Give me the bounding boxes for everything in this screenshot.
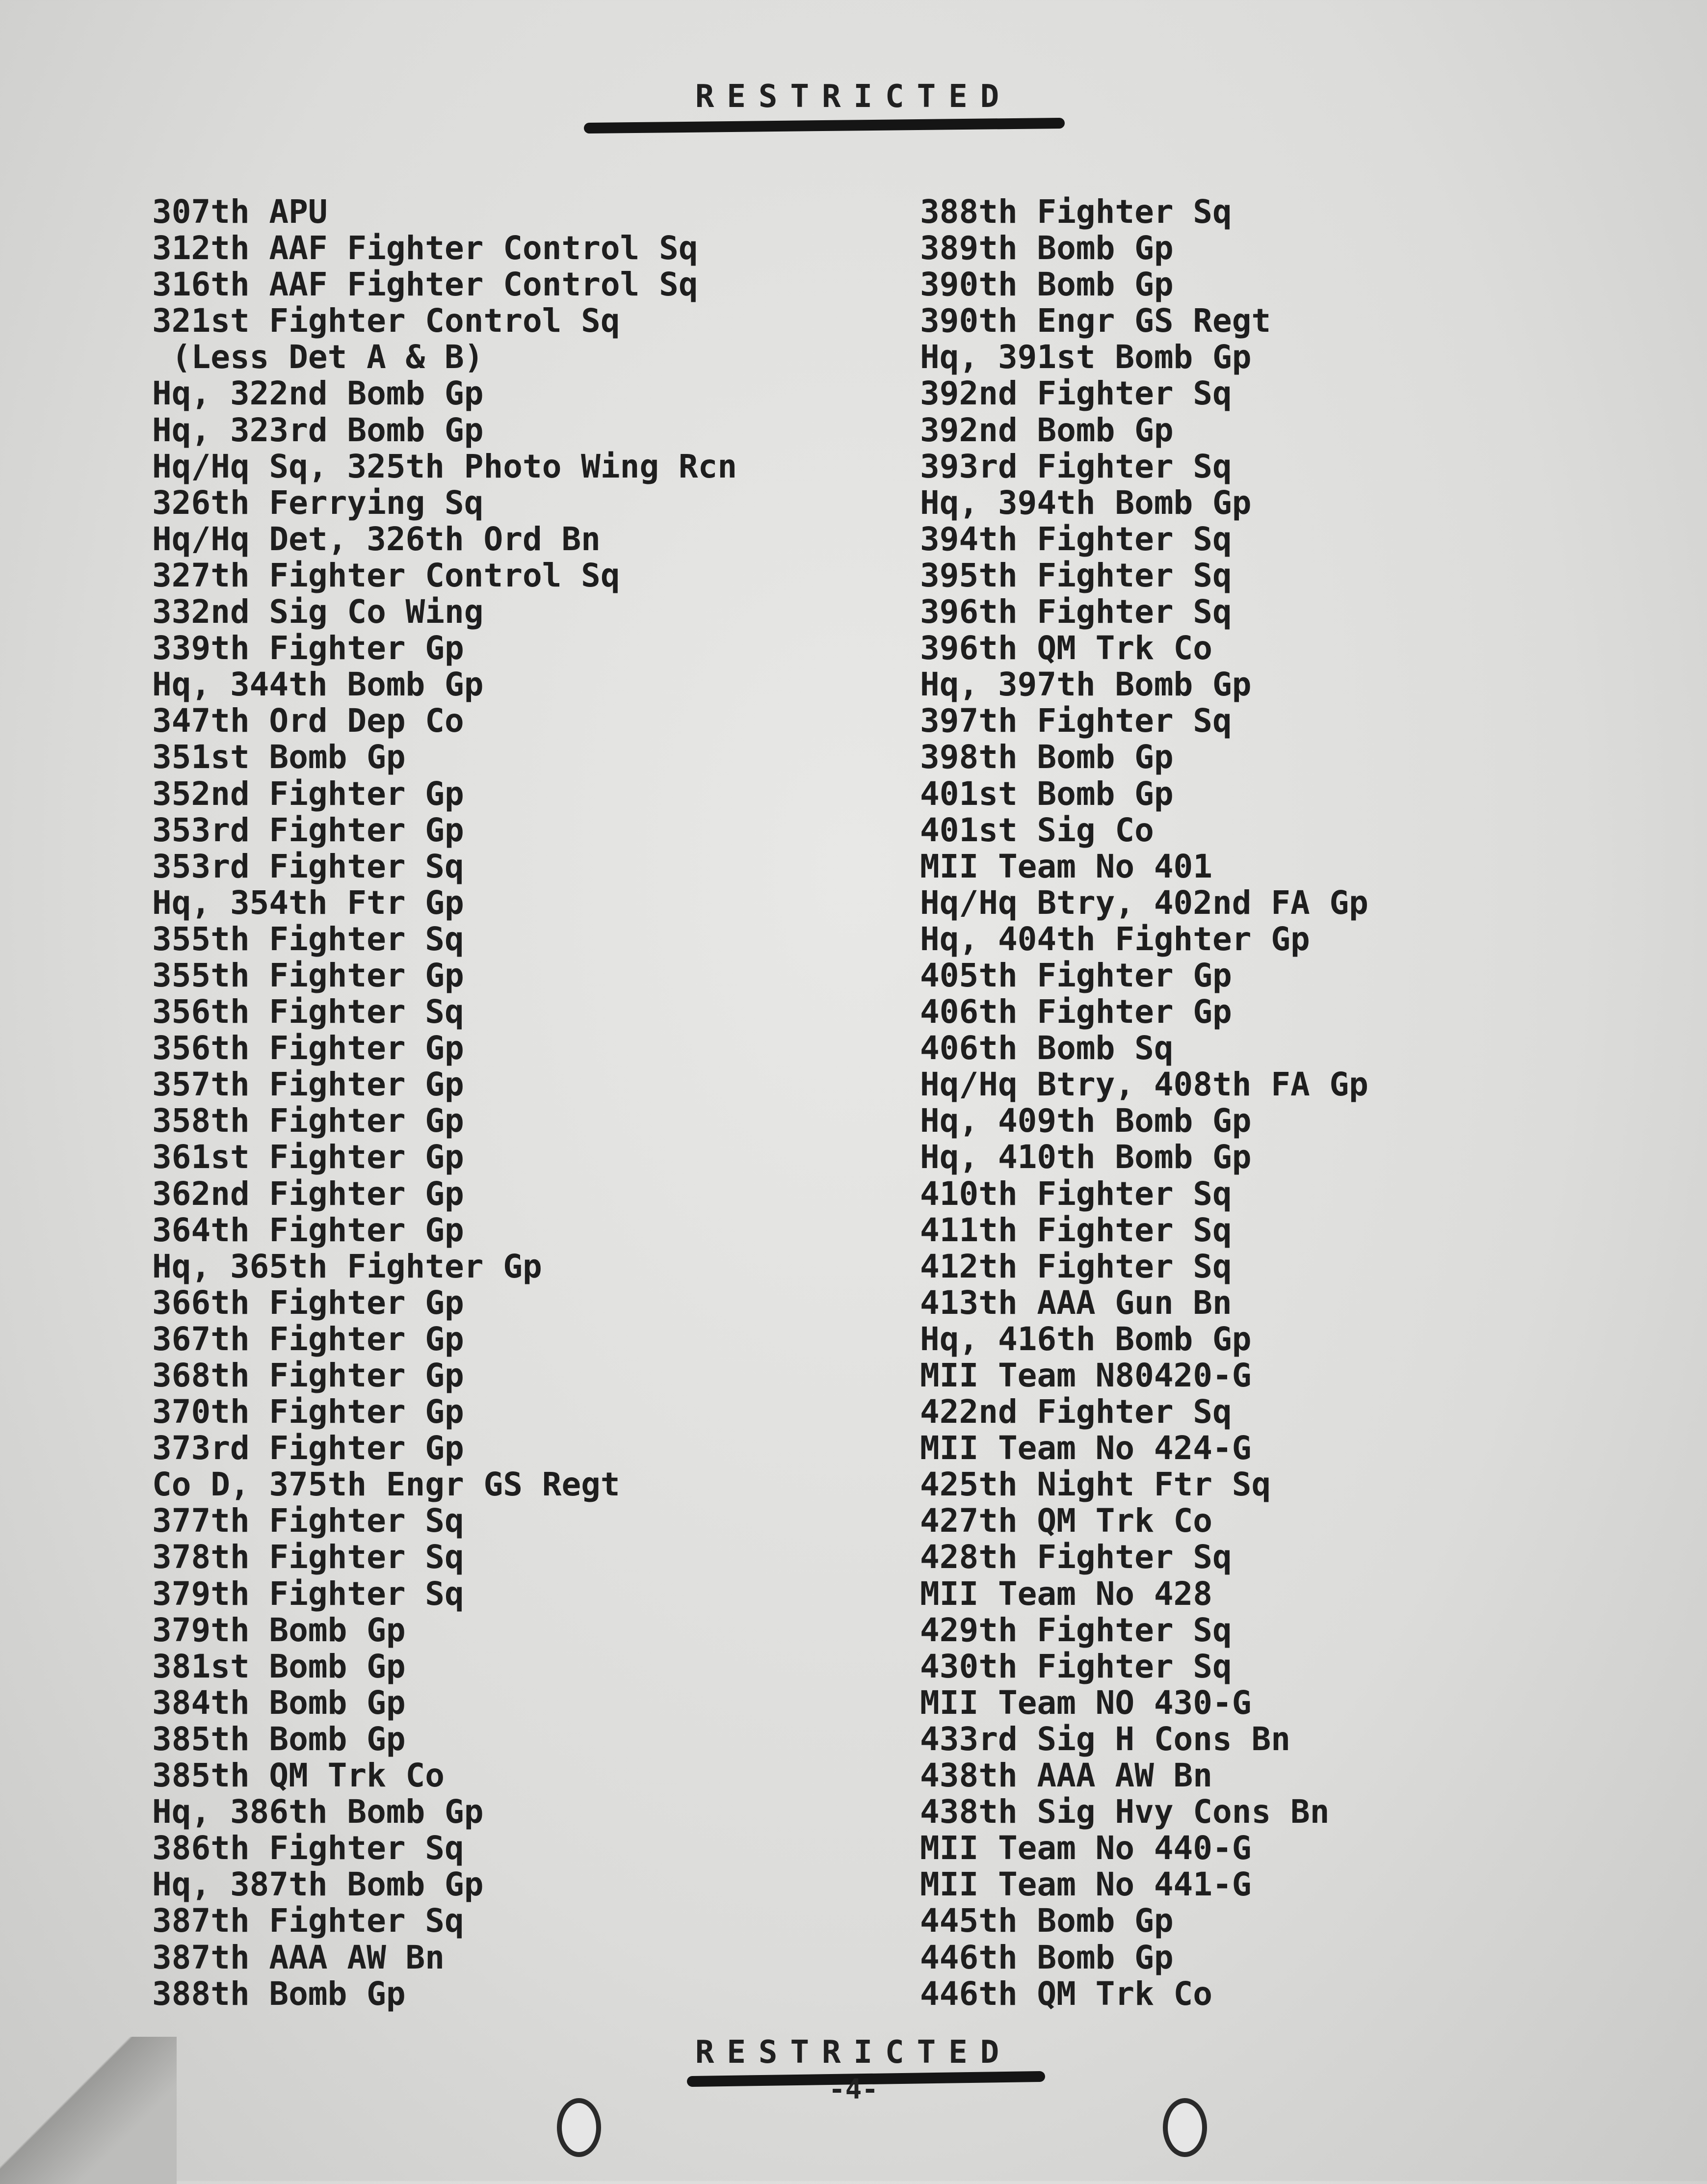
list-item: 321st Fighter Control Sq bbox=[152, 302, 620, 340]
header-restricted: RESTRICTED bbox=[695, 79, 1012, 115]
list-item: 379th Bomb Gp bbox=[152, 1611, 406, 1649]
list-item: Hq, 365th Fighter Gp bbox=[152, 1247, 542, 1285]
list-item: 398th Bomb Gp bbox=[920, 738, 1174, 776]
list-item: Hq, 410th Bomb Gp bbox=[920, 1138, 1252, 1176]
list-item: 307th APU bbox=[152, 193, 328, 231]
punch-hole-left bbox=[557, 2098, 601, 2157]
list-item: 405th Fighter Gp bbox=[920, 956, 1232, 994]
list-item: 446th Bomb Gp bbox=[920, 1938, 1174, 1976]
list-item: 438th Sig Hvy Cons Bn bbox=[920, 1793, 1330, 1831]
list-item: Hq/Hq Btry, 402nd FA Gp bbox=[920, 883, 1368, 922]
list-item: 389th Bomb Gp bbox=[920, 229, 1174, 267]
list-item: 388th Bomb Gp bbox=[152, 1974, 406, 2013]
list-item: Hq, 394th Bomb Gp bbox=[920, 483, 1252, 522]
list-item: 401st Sig Co bbox=[920, 811, 1154, 849]
list-item: 326th Ferrying Sq bbox=[152, 483, 484, 522]
list-item: 422nd Fighter Sq bbox=[920, 1393, 1232, 1431]
list-item: 413th AAA Gun Bn bbox=[920, 1283, 1232, 1322]
list-item: Hq/Hq Sq, 325th Photo Wing Rcn bbox=[152, 447, 737, 485]
list-item: 356th Fighter Sq bbox=[152, 993, 464, 1031]
list-item: 327th Fighter Control Sq bbox=[152, 556, 620, 594]
list-item: 392nd Fighter Sq bbox=[920, 374, 1232, 413]
list-item: 316th AAF Fighter Control Sq bbox=[152, 266, 698, 304]
list-item: 445th Bomb Gp bbox=[920, 1902, 1174, 1940]
list-item: Hq/Hq Btry, 408th FA Gp bbox=[920, 1065, 1368, 1104]
list-item: 397th Fighter Sq bbox=[920, 702, 1232, 740]
list-item: 370th Fighter Gp bbox=[152, 1393, 464, 1431]
list-item: 378th Fighter Sq bbox=[152, 1538, 464, 1576]
list-item: Hq/Hq Det, 326th Ord Bn bbox=[152, 520, 601, 558]
list-item: Co D, 375th Engr GS Regt bbox=[152, 1465, 620, 1504]
list-item: 353rd Fighter Gp bbox=[152, 811, 464, 849]
list-item: Hq, 354th Ftr Gp bbox=[152, 883, 464, 922]
list-item: Hq, 323rd Bomb Gp bbox=[152, 411, 484, 449]
header-ink-stroke bbox=[584, 118, 1065, 133]
list-item: 351st Bomb Gp bbox=[152, 738, 406, 776]
list-item: 377th Fighter Sq bbox=[152, 1502, 464, 1540]
list-item: 361st Fighter Gp bbox=[152, 1138, 464, 1176]
left-column bbox=[152, 194, 737, 2012]
list-item: 332nd Sig Co Wing bbox=[152, 593, 484, 631]
list-item: 352nd Fighter Gp bbox=[152, 774, 464, 813]
list-item: 411th Fighter Sq bbox=[920, 1211, 1232, 1249]
list-item: 373rd Fighter Gp bbox=[152, 1429, 464, 1467]
list-item: 381st Bomb Gp bbox=[152, 1647, 406, 1685]
list-item: 355th Fighter Sq bbox=[152, 920, 464, 958]
list-item: 396th QM Trk Co bbox=[920, 629, 1213, 667]
list-item: 394th Fighter Sq bbox=[920, 520, 1232, 558]
list-item: 368th Fighter Gp bbox=[152, 1357, 464, 1394]
list-item: 429th Fighter Sq bbox=[920, 1611, 1232, 1649]
punch-hole-right bbox=[1163, 2098, 1207, 2157]
list-item: 347th Ord Dep Co bbox=[152, 702, 464, 740]
list-item: 406th Bomb Sq bbox=[920, 1029, 1174, 1067]
list-item: 395th Fighter Sq bbox=[920, 556, 1232, 594]
list-item: 433rd Sig H Cons Bn bbox=[920, 1720, 1290, 1758]
list-item: 379th Fighter Sq bbox=[152, 1574, 464, 1613]
list-item: 312th AAF Fighter Control Sq bbox=[152, 229, 698, 267]
list-item: 392nd Bomb Gp bbox=[920, 411, 1174, 449]
list-item: 390th Bomb Gp bbox=[920, 266, 1174, 304]
list-item: Hq, 404th Fighter Gp bbox=[920, 920, 1310, 958]
list-item: 428th Fighter Sq bbox=[920, 1538, 1232, 1576]
list-item: Hq, 416th Bomb Gp bbox=[920, 1320, 1252, 1358]
list-item: 356th Fighter Gp bbox=[152, 1029, 464, 1067]
list-item: 393rd Fighter Sq bbox=[920, 447, 1232, 485]
footer-restricted: RESTRICTED bbox=[695, 2034, 1012, 2071]
list-item: Hq, 322nd Bomb Gp bbox=[152, 374, 484, 413]
list-item: 401st Bomb Gp bbox=[920, 774, 1174, 813]
list-item: 385th QM Trk Co bbox=[152, 1757, 445, 1795]
list-item: 388th Fighter Sq bbox=[920, 193, 1232, 231]
list-item: 357th Fighter Gp bbox=[152, 1065, 464, 1104]
list-item: Hq, 409th Bomb Gp bbox=[920, 1102, 1252, 1140]
list-item: 353rd Fighter Sq bbox=[152, 847, 464, 885]
list-item: 396th Fighter Sq bbox=[920, 593, 1232, 631]
list-item: Hq, 387th Bomb Gp bbox=[152, 1865, 484, 1904]
list-item: 430th Fighter Sq bbox=[920, 1647, 1232, 1685]
list-item: MII Team No 428 bbox=[920, 1574, 1213, 1613]
list-item: 362nd Fighter Gp bbox=[152, 1174, 464, 1213]
list-item: 390th Engr GS Regt bbox=[920, 302, 1271, 340]
list-item: Hq, 344th Bomb Gp bbox=[152, 666, 484, 704]
right-column bbox=[920, 194, 1368, 2012]
list-item: 438th AAA AW Bn bbox=[920, 1757, 1213, 1795]
list-item: 366th Fighter Gp bbox=[152, 1283, 464, 1322]
list-item: (Less Det A & B) bbox=[152, 338, 484, 376]
list-item: 339th Fighter Gp bbox=[152, 629, 464, 667]
folded-corner bbox=[0, 2037, 177, 2184]
list-item: MII Team No 424-G bbox=[920, 1429, 1252, 1467]
list-item: 385th Bomb Gp bbox=[152, 1720, 406, 1758]
list-item: MII Team N80420-G bbox=[920, 1357, 1252, 1394]
list-item: MII Team NO 430-G bbox=[920, 1683, 1252, 1722]
list-item: 364th Fighter Gp bbox=[152, 1211, 464, 1249]
list-item: Hq, 391st Bomb Gp bbox=[920, 338, 1252, 376]
list-item: MII Team No 440-G bbox=[920, 1829, 1252, 1867]
list-item: 384th Bomb Gp bbox=[152, 1683, 406, 1722]
list-item: 367th Fighter Gp bbox=[152, 1320, 464, 1358]
list-item: MII Team No 441-G bbox=[920, 1865, 1252, 1904]
list-item: 386th Fighter Sq bbox=[152, 1829, 464, 1867]
list-item: 358th Fighter Gp bbox=[152, 1102, 464, 1140]
list-item: 355th Fighter Gp bbox=[152, 956, 464, 994]
list-item: Hq, 386th Bomb Gp bbox=[152, 1793, 484, 1831]
list-item: 425th Night Ftr Sq bbox=[920, 1465, 1271, 1504]
list-item: 427th QM Trk Co bbox=[920, 1502, 1213, 1540]
list-item: 446th QM Trk Co bbox=[920, 1974, 1213, 2013]
list-item: 410th Fighter Sq bbox=[920, 1174, 1232, 1213]
list-item: 387th Fighter Sq bbox=[152, 1902, 464, 1940]
list-item: MII Team No 401 bbox=[920, 847, 1213, 885]
list-item: Hq, 397th Bomb Gp bbox=[920, 666, 1252, 704]
page-number: -4- bbox=[828, 2074, 879, 2105]
list-item: 406th Fighter Gp bbox=[920, 993, 1232, 1031]
list-item: 387th AAA AW Bn bbox=[152, 1938, 445, 1976]
list-item: 412th Fighter Sq bbox=[920, 1247, 1232, 1285]
